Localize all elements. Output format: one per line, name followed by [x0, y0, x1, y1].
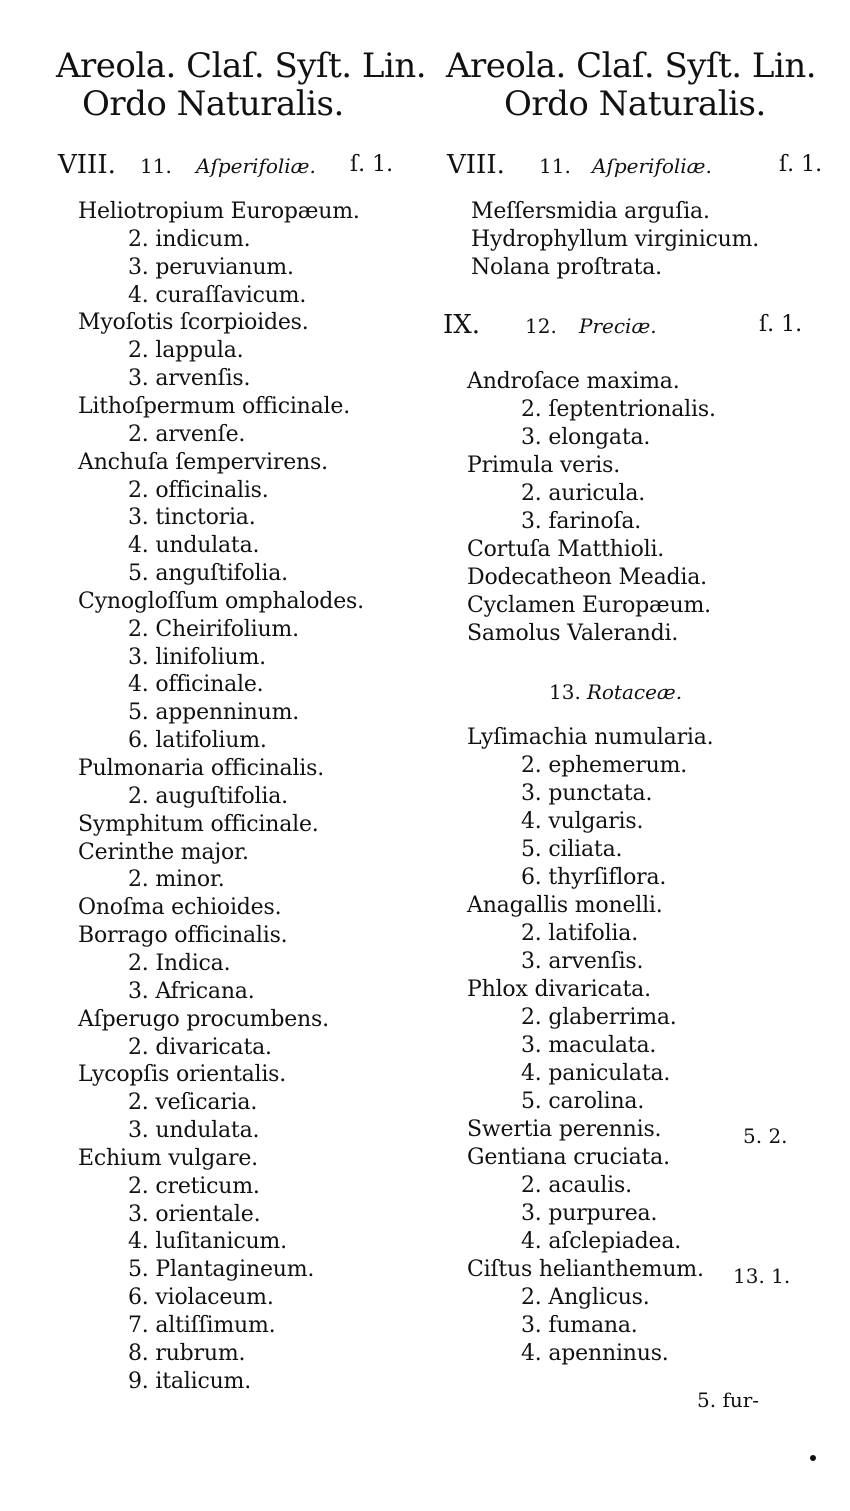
- right-ix-genus-entry: Dodecatheon Meadia.: [467, 565, 707, 590]
- section-number: 12.: [525, 314, 557, 338]
- section-number: 11.: [539, 154, 571, 178]
- right-rot-species-entry: 4. aſclepiadea.: [521, 1229, 682, 1254]
- right-header-line2: Ordo Naturalis.: [504, 84, 766, 124]
- left-genus-entry: Pulmonaria officinalis.: [78, 756, 325, 781]
- right-ix-species-entry: 2. ſeptentrionalis.: [521, 397, 716, 422]
- right-rot-species-entry: 4. apenninus.: [521, 1341, 669, 1366]
- section-name: Aſperifoliæ.: [592, 154, 712, 178]
- left-species-entry: 4. officinale.: [128, 672, 264, 698]
- left-species-entry: 3. tinctoria.: [128, 505, 256, 531]
- left-species-entry: 4. luſitanicum.: [128, 1229, 287, 1255]
- left-species-entry: 2. veſicaria.: [128, 1090, 258, 1116]
- right-rot-species-entry: 5. carolina.: [521, 1089, 645, 1114]
- right-rot-species-entry: 3. maculata.: [521, 1033, 657, 1058]
- right-rot-species-entry: 4. vulgaris.: [521, 809, 644, 834]
- right-rot-species-entry: 3. fumana.: [521, 1313, 638, 1338]
- left-genus-entry: Echium vulgare.: [78, 1145, 258, 1171]
- right-rot-species-entry: 4. paniculata.: [521, 1061, 671, 1086]
- right-ix-genus-entry: Primula veris.: [467, 453, 621, 478]
- left-species-entry: 5. appenninum.: [128, 700, 300, 726]
- section-roman: VIII.: [58, 150, 116, 180]
- left-species-entry: 3. arvenſis.: [128, 366, 251, 392]
- left-genus-entry: Borrago officinalis.: [78, 923, 288, 949]
- left-genus-entry: Lithoſpermum officinale.: [78, 393, 351, 419]
- left-species-entry: 2. officinalis.: [128, 477, 269, 503]
- section-roman: VIII.: [447, 150, 505, 180]
- left-header-line2: Ordo Naturalis.: [82, 84, 344, 124]
- left-species-entry: 2. Cheirifolium.: [128, 616, 299, 642]
- section-ref: ſ. 1.: [350, 152, 394, 177]
- right-ix-species-entry: 3. farinoſa.: [521, 509, 642, 534]
- right-header-line1: Areola. Claſ. Syſt. Lin.: [446, 46, 817, 86]
- left-genus-entry: Heliotropium Europæum.: [78, 199, 360, 224]
- left-genus-entry: Cerinthe major.: [78, 839, 249, 865]
- right-rot-genus-entry: Gentiana cruciata.: [467, 1145, 670, 1170]
- section-name: Aſperifoliæ.: [196, 154, 316, 178]
- left-species-entry: 6. latifolium.: [128, 728, 267, 754]
- cistus-reference: 13. 1.: [733, 1264, 791, 1288]
- left-species-entry: 8. rubrum.: [128, 1340, 246, 1366]
- swertia-reference: 5. 2.: [743, 1124, 788, 1148]
- right-section-heading-ix: [443, 310, 837, 342]
- right-ix-genus-entry: Cortuſa Matthioli.: [467, 537, 665, 562]
- left-species-entry: 2. lappula.: [128, 338, 244, 364]
- left-species-entry: 4. undulata.: [128, 533, 260, 559]
- subsection-number: 13.: [549, 680, 581, 704]
- left-genus-entry: Aſperugo procumbens.: [78, 1006, 329, 1032]
- right-ix-species-entry: 3. elongata.: [521, 425, 651, 450]
- left-species-entry: 5. anguſtifolia.: [128, 561, 288, 587]
- left-species-entry: 4. curaſſavicum.: [128, 282, 307, 308]
- right-rot-species-entry: 2. acaulis.: [521, 1173, 632, 1198]
- left-genus-entry: Cynogloſſum omphalodes.: [78, 588, 364, 614]
- right-section-heading-viii: [447, 150, 837, 182]
- right-rot-genus-entry: Anagallis monelli.: [467, 893, 663, 918]
- section-name: Preciæ.: [579, 314, 657, 338]
- right-rot-genus-entry: Swertia perennis.: [467, 1117, 662, 1142]
- left-genus-entry: Onoſma echioides.: [78, 895, 282, 921]
- left-header-line1: Areola. Claſ. Syſt. Lin.: [56, 46, 427, 86]
- left-species-entry: 5. Plantagineum.: [128, 1257, 315, 1283]
- right-ix-genus-entry: Samolus Valerandi.: [467, 621, 679, 646]
- left-genus-entry: Lycopſis orientalis.: [78, 1062, 287, 1088]
- left-species-entry: 2. auguſtifolia.: [128, 783, 288, 809]
- left-species-entry: 7. altiſſimum.: [128, 1313, 276, 1338]
- section-number: 11.: [140, 154, 172, 178]
- right-rot-species-entry: 5. ciliata.: [521, 837, 623, 862]
- left-species-entry: 6. violaceum.: [128, 1285, 274, 1311]
- left-species-entry: 3. orientale.: [128, 1201, 261, 1227]
- right-rot-species-entry: 2. ephemerum.: [521, 753, 688, 778]
- ink-spot: [810, 1455, 816, 1461]
- left-species-entry: 2. creticum.: [128, 1173, 260, 1199]
- left-species-entry: 3. undulata.: [128, 1118, 260, 1144]
- right-rot-species-entry: 3. purpurea.: [521, 1201, 658, 1226]
- right-rot-genus-entry: Lyſimachia numularia.: [467, 725, 714, 750]
- right-rot-species-entry: 2. latifolia.: [521, 921, 638, 946]
- section-ref: ſ. 1.: [759, 312, 803, 337]
- right-rot-species-entry: 3. punctata.: [521, 781, 653, 806]
- subsection-heading-rotaceae: [549, 680, 682, 704]
- left-section-heading: [58, 150, 420, 182]
- left-genus-entry: Anchuſa ſempervirens.: [78, 449, 328, 475]
- left-species-entry: 3. linifolium.: [128, 644, 266, 670]
- left-genus-entry: Myoſotis ſcorpioides.: [78, 310, 309, 336]
- left-species-entry: 3. Africana.: [128, 978, 255, 1004]
- right-viii-genus-entry: Hydrophyllum virginicum.: [471, 227, 760, 252]
- right-ix-genus-entry: Androſace maxima.: [467, 369, 680, 394]
- section-ref: ſ. 1.: [779, 152, 823, 177]
- left-species-entry: 9. italicum.: [128, 1368, 251, 1394]
- right-rot-genus-entry: Ciſtus helianthemum.: [467, 1257, 704, 1282]
- right-ix-species-entry: 2. auricula.: [521, 481, 646, 506]
- left-genus-entry: Symphitum officinale.: [78, 811, 319, 837]
- left-species-entry: 3. peruvianum.: [128, 254, 294, 280]
- left-species-entry: 2. Indica.: [128, 950, 231, 976]
- left-species-entry: 2. minor.: [128, 867, 225, 893]
- right-viii-genus-entry: Nolana proſtrata.: [471, 255, 662, 280]
- right-viii-genus-entry: Meſſersmidia arguſia.: [471, 199, 710, 224]
- right-rot-species-entry: 3. arvenſis.: [521, 949, 644, 974]
- catchword: 5. fur-: [697, 1388, 760, 1412]
- right-rot-genus-entry: Phlox divaricata.: [467, 977, 651, 1002]
- right-ix-genus-entry: Cyclamen Europæum.: [467, 593, 711, 618]
- left-species-entry: 2. divaricata.: [128, 1034, 272, 1060]
- right-rot-species-entry: 2. glaberrima.: [521, 1005, 677, 1030]
- section-roman: IX.: [443, 310, 481, 340]
- right-rot-species-entry: 2. Anglicus.: [521, 1285, 650, 1310]
- right-rot-species-entry: 6. thyrſiflora.: [521, 865, 667, 890]
- subsection-name: Rotaceæ.: [586, 680, 683, 704]
- left-species-entry: 2. indicum.: [128, 226, 251, 252]
- left-species-entry: 2. arvenſe.: [128, 421, 246, 447]
